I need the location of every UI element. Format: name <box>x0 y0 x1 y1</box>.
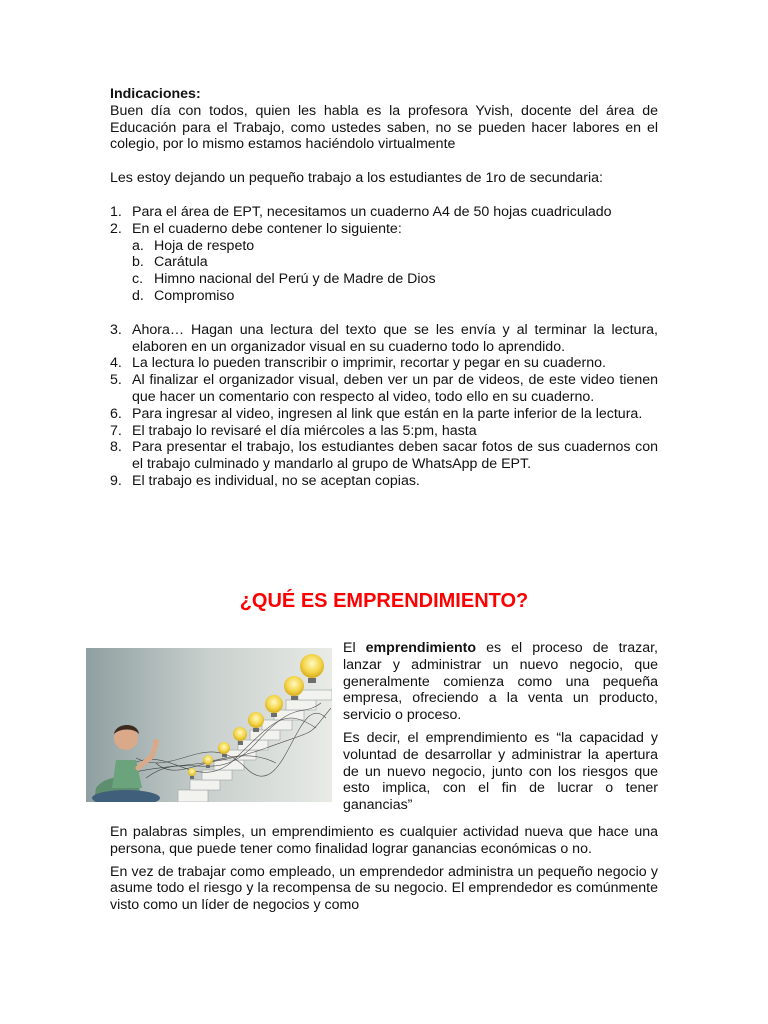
instructions-block <box>110 86 658 490</box>
intro-paragraph: Buen día con todos, quien les habla es la profesora Yvish, docente del área de Educación para el Trabajo, como ustedes saben, no se pueden hacer labores en el colegio, por lo mismo estamos haciéndolo virtualmente <box>110 102 658 153</box>
instructions-heading: Indicaciones: <box>110 86 201 102</box>
sub-list-item: a. Hoja de respeto <box>132 237 255 254</box>
lightbulb-stairs-illustration <box>86 648 332 802</box>
sub-list <box>132 238 658 305</box>
list-item: 9. El trabajo es individual, no se aceptan copias. <box>110 472 420 489</box>
list-item: 4. La lectura lo pueden transcribir o imprimir, recortar y pegar en su cuaderno. <box>110 355 606 372</box>
entrepreneur-paragraph: En vez de trabajar como empleado, un emprendedor administra un pequeño negocio y asume todo el riesgo y la recompensa de su negocio. El emprendedor es comúnmente visto como un líder de negocios y como <box>110 863 658 914</box>
section-title: ¿QUÉ ES EMPRENDIMIENTO? <box>239 590 529 612</box>
sub-list-item: b. Carátula <box>132 254 208 271</box>
list-item: 8. Para presentar el trabajo, los estudiantes deben sacar fotos de sus cuadernos con el trabajo culminado y mandarlo al grupo de WhatsApp de EPT. <box>110 439 658 473</box>
list-item: 2. En el cuaderno debe contener lo siguiente: a. Hoja de respeto b. Carátula c. Himno nacional del Perú y de Madre de Dios d. Compromiso <box>110 221 658 305</box>
assignment-paragraph: Les estoy dejando un pequeño trabajo a los estudiantes de 1ro de secundaria: <box>110 170 603 187</box>
entrepreneur-illustration <box>86 648 332 802</box>
definition-paragraph: El emprendimiento es el proceso de trazar, lanzar y administrar un nuevo negocio, que generalmente comienza como una pequeña empresa, ofreciendo a la venta un producto, servicio o proceso. <box>343 640 658 724</box>
list-item: 6. Para ingresar al video, ingresen al link que están en la parte inferior de la lectura. <box>110 405 643 422</box>
task-list-continued <box>110 322 658 490</box>
quote-paragraph: Es decir, el emprendimiento es “la capacidad y voluntad de desarrollar y administrar la apertura de un nuevo negocio, junto con los riesgos que esto implica, con el fin de lucrar o tener ganancias” <box>343 729 658 814</box>
list-item: 7. El trabajo lo revisaré el día miércoles a las 5:pm, hasta <box>110 422 477 439</box>
emprendimiento-term: emprendimiento <box>365 640 477 656</box>
task-list <box>110 204 658 305</box>
explanation-block <box>110 824 658 920</box>
sub-list-item: d. Compromiso <box>132 287 235 304</box>
simple-definition-paragraph: En palabras simples, un emprendimiento es cualquier actividad nueva que hace una persona, que puede tener como finalidad lograr ganancias económicas o no. <box>110 824 658 857</box>
list-item: 5. Al finalizar el organizador visual, deben ver un par de videos, de este video tienen que hacer un comentario con respecto al video, todo ello en su cuaderno. <box>110 372 658 405</box>
list-item: 1. Para el área de EPT, necesitamos un cuaderno A4 de 50 hojas cuadriculado <box>110 203 612 220</box>
sub-list-item: c. Himno nacional del Perú y de Madre de Dios <box>132 271 436 288</box>
definition-column <box>343 640 658 820</box>
list-item: 3. Ahora… Hagan una lectura del texto que se les envía y al terminar la lectura, elaboren en un organizador visual en su cuaderno todo lo aprendido. <box>110 321 658 355</box>
